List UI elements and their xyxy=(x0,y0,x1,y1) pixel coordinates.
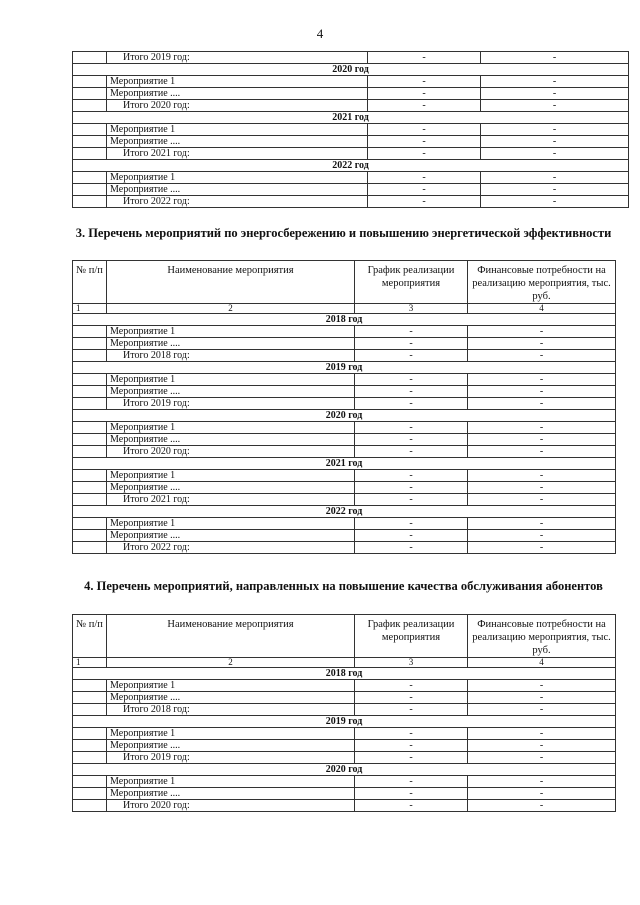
header-finance: Финансовые потребности на реализацию мероприятия, тыс. руб. xyxy=(468,615,616,658)
year-row xyxy=(73,64,629,76)
table-row xyxy=(73,692,616,704)
column-number-cell: 4 xyxy=(468,658,616,668)
empty-value-cell: - xyxy=(355,350,468,362)
total-label: Итого 2019 год: xyxy=(107,398,355,410)
empty-value-cell: - xyxy=(355,518,468,530)
year-label: 2019 год xyxy=(73,362,616,374)
total-label: Итого 2021 год: xyxy=(107,148,368,160)
empty-value-cell: - xyxy=(481,136,629,148)
table-row xyxy=(73,374,616,386)
empty-value-cell: - xyxy=(355,482,468,494)
empty-value-cell: - xyxy=(368,148,481,160)
empty-value-cell: - xyxy=(355,422,468,434)
event-name-cell: Мероприятие .... xyxy=(107,434,355,446)
empty-value-cell: - xyxy=(368,100,481,112)
column-number-cell: 2 xyxy=(107,304,355,314)
table-row xyxy=(73,148,629,160)
empty-value-cell: - xyxy=(468,326,616,338)
empty-value-cell: - xyxy=(481,124,629,136)
section-4-table xyxy=(72,614,616,812)
empty-value-cell: - xyxy=(355,776,468,788)
table-row xyxy=(73,704,616,716)
header-schedule: График реализации мероприятия xyxy=(355,261,468,304)
year-row xyxy=(73,668,616,680)
empty-value-cell: - xyxy=(468,398,616,410)
empty-value-cell: - xyxy=(355,386,468,398)
empty-value-cell: - xyxy=(355,338,468,350)
table-row xyxy=(73,338,616,350)
table-row xyxy=(73,196,629,208)
total-label: Итого 2020 год: xyxy=(107,800,355,812)
table-row xyxy=(73,740,616,752)
event-name-cell: Мероприятие .... xyxy=(107,184,368,196)
empty-value-cell: - xyxy=(468,482,616,494)
header-finance: Финансовые потребности на реализацию мероприятия, тыс. руб. xyxy=(468,261,616,304)
empty-value-cell: - xyxy=(468,434,616,446)
table-row xyxy=(73,386,616,398)
table-row xyxy=(73,752,616,764)
year-label: 2019 год xyxy=(73,716,616,728)
total-label: Итого 2022 год: xyxy=(107,196,368,208)
empty-value-cell: - xyxy=(368,196,481,208)
event-name-cell: Мероприятие 1 xyxy=(107,776,355,788)
empty-value-cell: - xyxy=(481,172,629,184)
empty-value-cell: - xyxy=(355,530,468,542)
empty-value-cell: - xyxy=(468,680,616,692)
event-name-cell: Мероприятие .... xyxy=(107,338,355,350)
empty-value-cell: - xyxy=(368,76,481,88)
table-row xyxy=(73,518,616,530)
empty-value-cell: - xyxy=(468,530,616,542)
year-label: 2022 год xyxy=(73,160,629,172)
table-row xyxy=(73,88,629,100)
table-row xyxy=(73,76,629,88)
section-3-table xyxy=(72,260,616,554)
year-label: 2022 год xyxy=(73,506,616,518)
empty-value-cell: - xyxy=(355,788,468,800)
header-num: № п/п xyxy=(73,615,107,658)
event-name-cell: Мероприятие 1 xyxy=(107,374,355,386)
total-label: Итого 2019 год: xyxy=(107,52,368,64)
year-label: 2020 год xyxy=(73,410,616,422)
table-row xyxy=(73,470,616,482)
empty-value-cell: - xyxy=(368,52,481,64)
table-row xyxy=(73,136,629,148)
year-label: 2018 год xyxy=(73,314,616,326)
empty-value-cell: - xyxy=(368,88,481,100)
empty-value-cell: - xyxy=(481,148,629,160)
table-row xyxy=(73,434,616,446)
empty-value-cell: - xyxy=(355,800,468,812)
event-name-cell: Мероприятие 1 xyxy=(107,124,368,136)
year-row xyxy=(73,506,616,518)
total-label: Итого 2020 год: xyxy=(107,100,368,112)
total-label: Итого 2019 год: xyxy=(107,752,355,764)
header-name: Наименование мероприятия xyxy=(107,615,355,658)
table-row xyxy=(73,728,616,740)
empty-value-cell: - xyxy=(468,494,616,506)
event-name-cell: Мероприятие 1 xyxy=(107,326,355,338)
empty-value-cell: - xyxy=(355,470,468,482)
event-name-cell: Мероприятие 1 xyxy=(107,470,355,482)
empty-value-cell: - xyxy=(468,446,616,458)
empty-value-cell: - xyxy=(468,800,616,812)
empty-value-cell: - xyxy=(355,692,468,704)
total-label: Итого 2018 год: xyxy=(107,704,355,716)
event-name-cell: Мероприятие 1 xyxy=(107,728,355,740)
empty-value-cell: - xyxy=(468,386,616,398)
table-row xyxy=(73,124,629,136)
continuation-table xyxy=(72,51,629,208)
table-row xyxy=(73,326,616,338)
table-row xyxy=(73,800,616,812)
event-name-cell: Мероприятие .... xyxy=(107,530,355,542)
empty-value-cell: - xyxy=(468,776,616,788)
empty-value-cell: - xyxy=(355,374,468,386)
empty-value-cell: - xyxy=(481,196,629,208)
empty-value-cell: - xyxy=(355,446,468,458)
empty-value-cell: - xyxy=(355,752,468,764)
year-label: 2020 год xyxy=(73,764,616,776)
year-row xyxy=(73,362,616,374)
year-row xyxy=(73,716,616,728)
empty-value-cell: - xyxy=(468,338,616,350)
table-row xyxy=(73,350,616,362)
page-number: 4 xyxy=(316,26,324,41)
column-number-cell: 1 xyxy=(73,658,107,668)
event-name-cell: Мероприятие .... xyxy=(107,482,355,494)
empty-value-cell: - xyxy=(468,470,616,482)
year-row xyxy=(73,160,629,172)
year-label: 2021 год xyxy=(73,112,629,124)
column-number-cell: 2 xyxy=(107,658,355,668)
empty-value-cell: - xyxy=(468,350,616,362)
column-number-row xyxy=(73,658,616,668)
section-4-title: 4. Перечень мероприятий, направленных на повышение качества обслуживания абонентов xyxy=(84,579,603,593)
table-row xyxy=(73,482,616,494)
empty-value-cell: - xyxy=(355,494,468,506)
empty-value-cell: - xyxy=(355,680,468,692)
total-label: Итого 2020 год: xyxy=(107,446,355,458)
empty-value-cell: - xyxy=(355,728,468,740)
empty-value-cell: - xyxy=(368,184,481,196)
empty-value-cell: - xyxy=(481,76,629,88)
empty-value-cell: - xyxy=(468,728,616,740)
empty-value-cell: - xyxy=(468,542,616,554)
table-row xyxy=(73,422,616,434)
table-row xyxy=(73,680,616,692)
event-name-cell: Мероприятие 1 xyxy=(107,680,355,692)
total-label: Итого 2021 год: xyxy=(107,494,355,506)
empty-value-cell: - xyxy=(355,398,468,410)
header-num: № п/п xyxy=(73,261,107,304)
year-label: 2020 год xyxy=(73,64,629,76)
table-row xyxy=(73,530,616,542)
year-row xyxy=(73,410,616,422)
header-name: Наименование мероприятия xyxy=(107,261,355,304)
empty-value-cell: - xyxy=(468,422,616,434)
total-label: Итого 2022 год: xyxy=(107,542,355,554)
section-3-title: 3. Перечень мероприятий по энергосбережению и повышению энергетической эффективности xyxy=(75,226,612,240)
table-row xyxy=(73,776,616,788)
empty-value-cell: - xyxy=(355,542,468,554)
empty-value-cell: - xyxy=(368,172,481,184)
table-row xyxy=(73,446,616,458)
empty-value-cell: - xyxy=(355,434,468,446)
empty-value-cell: - xyxy=(355,326,468,338)
header-schedule: График реализации мероприятия xyxy=(355,615,468,658)
header-row xyxy=(73,261,616,304)
event-name-cell: Мероприятие .... xyxy=(107,788,355,800)
total-label: Итого 2018 год: xyxy=(107,350,355,362)
column-number-cell: 4 xyxy=(468,304,616,314)
empty-value-cell: - xyxy=(368,136,481,148)
table-row xyxy=(73,172,629,184)
event-name-cell: Мероприятие 1 xyxy=(107,76,368,88)
empty-value-cell: - xyxy=(355,704,468,716)
event-name-cell: Мероприятие .... xyxy=(107,692,355,704)
year-row xyxy=(73,314,616,326)
year-label: 2021 год xyxy=(73,458,616,470)
column-number-cell: 1 xyxy=(73,304,107,314)
empty-value-cell: - xyxy=(481,88,629,100)
year-row xyxy=(73,458,616,470)
column-number-row xyxy=(73,304,616,314)
empty-value-cell: - xyxy=(468,740,616,752)
empty-value-cell: - xyxy=(481,184,629,196)
empty-value-cell: - xyxy=(355,740,468,752)
empty-value-cell: - xyxy=(481,100,629,112)
table-row xyxy=(73,542,616,554)
table-row xyxy=(73,398,616,410)
table-row xyxy=(73,494,616,506)
event-name-cell: Мероприятие 1 xyxy=(107,518,355,530)
empty-value-cell: - xyxy=(468,752,616,764)
table-row xyxy=(73,100,629,112)
event-name-cell: Мероприятие .... xyxy=(107,88,368,100)
empty-value-cell: - xyxy=(468,704,616,716)
event-name-cell: Мероприятие 1 xyxy=(107,172,368,184)
table-row xyxy=(73,788,616,800)
column-number-cell: 3 xyxy=(355,658,468,668)
empty-value-cell: - xyxy=(468,518,616,530)
empty-value-cell: - xyxy=(468,374,616,386)
table-row xyxy=(73,184,629,196)
empty-value-cell: - xyxy=(481,52,629,64)
event-name-cell: Мероприятие 1 xyxy=(107,422,355,434)
year-row xyxy=(73,112,629,124)
empty-value-cell: - xyxy=(468,692,616,704)
event-name-cell: Мероприятие .... xyxy=(107,740,355,752)
year-row xyxy=(73,764,616,776)
empty-value-cell: - xyxy=(468,788,616,800)
event-name-cell: Мероприятие .... xyxy=(107,386,355,398)
year-label: 2018 год xyxy=(73,668,616,680)
header-row xyxy=(73,615,616,658)
empty-value-cell: - xyxy=(368,124,481,136)
column-number-cell: 3 xyxy=(355,304,468,314)
event-name-cell: Мероприятие .... xyxy=(107,136,368,148)
table-row xyxy=(73,52,629,64)
